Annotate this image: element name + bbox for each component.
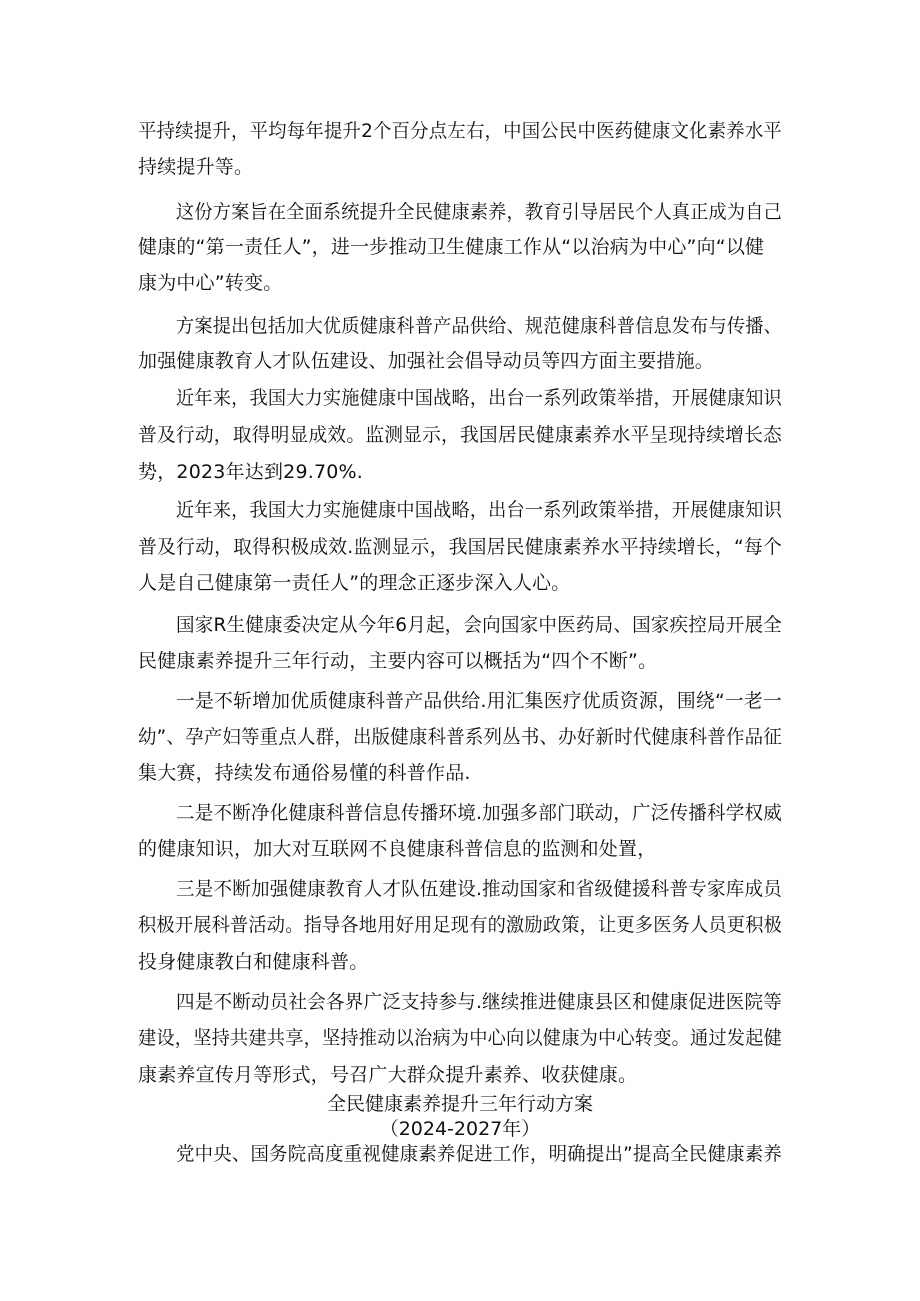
- document-page: 平持续提升，平均每年提升2个百分点左右，中国公民中医药健康文化素养水平 持续提升等。 这份方案旨在全面系统提升全民健康素养，教育引导居民个人真正成为自己 健康的“第一责任人”，进一步推动卫生健康工作从“以治病为中心”向“以健 康为中心”转变。 方案提出包括加大优质健康科普产品供给、规范健康科普信息发布与传播、 加强健康教育人才队伍建设、加强社会倡导动员等四方面主要措施。 近年来，我国大力实施健康中国战略，出台一系列政策举措，开展健康知识 普及行动，取得明显成效。监测显示，我国居民健康素养水平呈现持续增长态 势，2023年达到29.70%. 近年来，我国大力实施健康中国战略，出台一系列政策举措，开展健康知识 普及行动，取得积极成效.监测显示，我国居民健康素养水平持续增长，“每个 人是自己健康第一责任人”的理念正逐步深入人心。 国家R生健康委决定从今年6月起，会向国家中医药局、国家疾控局开展全 民健康素养提升三年行动，主要内容可以概括为“四个不断”。 一是不斩增加优质健康科普产品供给.用汇集医疗优质资源，围绕“一老一 幼”、孕产妇等重点人群，出版健康科普系列丛书、办好新时代健康科普作品征 集大赛，持续发布通俗易懂的科普作品. 二是不断净化健康科普信息传播环境.加强多部门联动，广泛传播科学权威 的健康知识，加大对互联网不良健康科普信息的监测和处置， 三是不断加强健康教育人才队伍建设.推动国家和省级健援科普专家库成员 积极开展科普活动。指导各地用好用足现有的激励政策，让更多医务人员更积极 投身健康教白和健康科普。 四是不断动员社会各界广泛支持参与.继续推进健康县区和健康促进医院等 建设，坚持共建共享，坚持推动以治病为中心向以健康为中心转变。通过发起健 康素养宣传月等形式，号召广大群众提升素养、收获健康。 全民健康素养提升三年行动方案 （2024-2027年） 党中央、国务院高度重视健康素养促进工作，明确提出”提高全民健康素养: [0, 0, 920, 1301]
- document-title: 全民健康素养提升三年行动方案: [326, 1093, 593, 1115]
- document-subtitle: （2024-2027年）: [379, 1118, 541, 1140]
